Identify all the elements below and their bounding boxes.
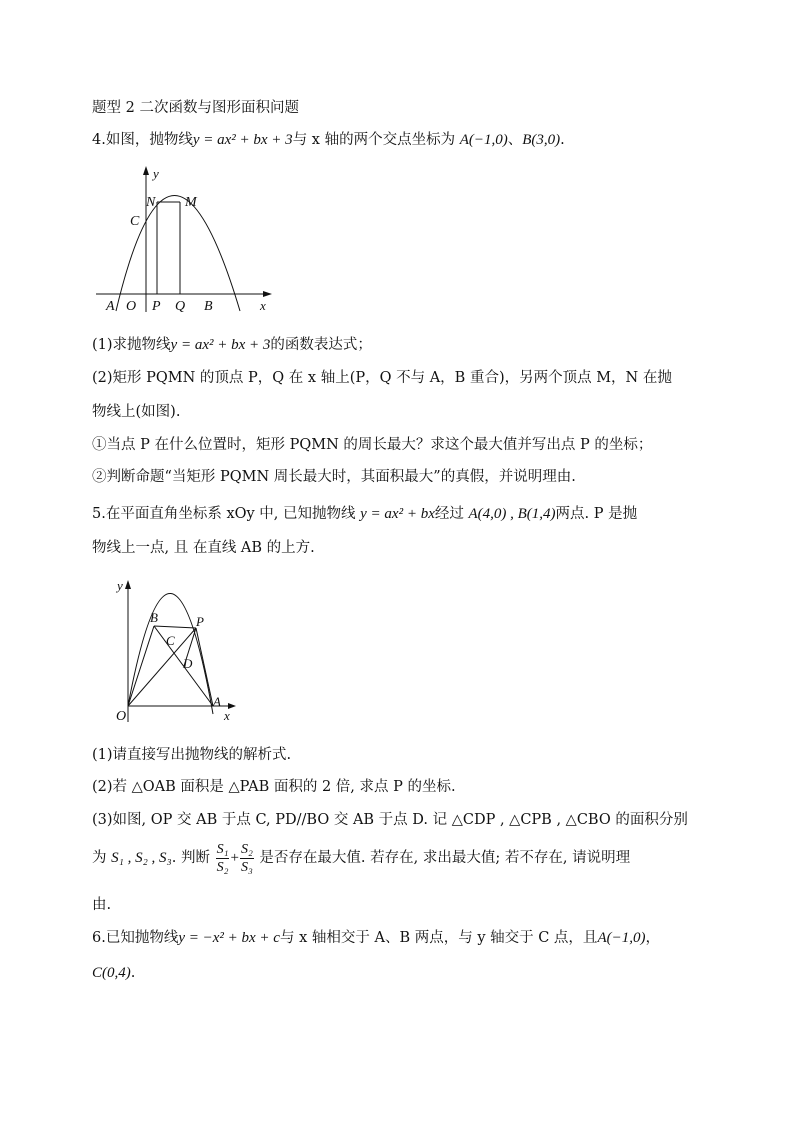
q5-part3-judge: . 判断	[171, 850, 210, 866]
q5-intro-a: 5.在平面直角坐标系 xOy 中, 已知抛物线	[92, 506, 356, 522]
q4-part2-line2: 物线上(如图).	[92, 404, 181, 420]
q4-equation: y = ax² + bx + 3	[192, 132, 293, 148]
q5-frac1-num: S₁	[216, 841, 229, 857]
q6-equation: y = −x² + bx + c	[178, 930, 280, 946]
q4-label-B: B	[204, 299, 213, 314]
q5-intro	[92, 504, 637, 524]
q5-part2: (2)若 △OAB 面积是 △PAB 面积的 2 倍, 求点 P 的坐标.	[92, 779, 456, 795]
q4-label-Q: Q	[175, 299, 186, 314]
q5-part3-rest: 是否存在最大值. 若存在, 求出最大值; 若不存在, 请说明理	[259, 850, 631, 866]
q4-part2-i: ①当点 P 在什么位置时，矩形 PQMN 的周长最大？求这个最大值并写出点 P 的坐标；	[92, 437, 653, 453]
q6-intro-a: 6.已知抛物线	[92, 930, 179, 946]
q5-part3-wei: 为	[92, 850, 107, 866]
q4-part1-b: 的函数表达式；	[270, 337, 372, 353]
q5-label-x: x	[224, 708, 230, 723]
q4-label-A: A	[106, 299, 115, 314]
q5-frac2-den: S₃	[240, 859, 253, 875]
q5-plus: +	[230, 850, 239, 866]
q4-point-a: A(−1,0)	[459, 132, 508, 148]
q5-equation: y = ax² + bx	[360, 506, 435, 522]
q5-label-P: P	[196, 614, 204, 629]
q5-part3-line3: 由.	[92, 897, 112, 913]
q4-label-C: C	[130, 214, 140, 229]
q5-label-D: D	[183, 656, 193, 671]
q5-intro-b: 经过	[434, 506, 464, 522]
q5-label-C: C	[166, 633, 175, 648]
q5-frac2	[240, 841, 254, 876]
q5-part3-s: S₁ , S₂ , S₃	[111, 850, 172, 866]
q6-line2	[92, 963, 135, 983]
q6-comma: ，	[645, 930, 660, 946]
q5-part3-line2	[92, 838, 630, 878]
q5-intro-c: 两点. P 是抛	[555, 506, 638, 522]
q4-part1	[92, 335, 372, 355]
q4-figure	[96, 160, 286, 320]
q5-part1: (1)请直接写出抛物线的解析式.	[92, 747, 292, 763]
q5-label-O: O	[116, 709, 127, 724]
q4-label-N: N	[146, 195, 156, 210]
q4-point-b: B(3,0)	[522, 132, 561, 148]
q6-intro-b: 与 x 轴相交于 A、B 两点，与 y 轴交于 C 点，且	[279, 930, 598, 946]
q4-part1-equation: y = ax² + bx + 3	[170, 337, 271, 353]
q4-end: .	[560, 132, 565, 148]
q4-label-P: P	[152, 299, 161, 314]
q4-part2-line1: (2)矩形 PQMN 的顶点 P，Q 在 x 轴上(P，Q 不与 A，B 重合)，另两个顶点 M，N 在抛	[92, 370, 672, 386]
q4-sep: 、	[507, 132, 523, 148]
q6-end: .	[130, 965, 136, 981]
q5-points: A(4,0) , B(1,4)	[468, 506, 556, 522]
q4-intro-a: 4.如图，抛物线	[92, 132, 193, 148]
q5-label-A: A	[213, 694, 221, 709]
q4-intro	[92, 130, 565, 150]
q5-figure	[110, 572, 250, 730]
q4-label-M: M	[185, 195, 197, 210]
q5-part3-line1: (3)如图, OP 交 AB 于点 C, PD//BO 交 AB 于点 D. 记 △CDP , △CPB , △CBO 的面积分别	[92, 812, 688, 828]
q6-point-c: C(0,4)	[92, 965, 131, 981]
q6-intro	[92, 928, 660, 948]
q6-point-a: A(−1,0)	[597, 930, 646, 946]
q4-label-y: y	[153, 166, 159, 181]
q4-part2-ii: ②判断命题“当矩形 PQMN 周长最大时，其面积最大”的真假，并说明理由.	[92, 469, 576, 485]
q5-frac1	[216, 841, 230, 876]
section-title: 题型 2 二次函数与图形面积问题	[92, 100, 299, 116]
q4-label-O: O	[126, 299, 137, 314]
q4-label-x: x	[260, 298, 266, 313]
q5-label-y: y	[117, 578, 123, 593]
q5-label-B: B	[150, 610, 158, 625]
q4-intro-b: 与 x 轴的两个交点坐标为	[292, 132, 456, 148]
q4-part1-a: (1)求抛物线	[92, 337, 171, 353]
q5-line2: 物线上一点, 且 在直线 AB 的上方.	[92, 540, 315, 556]
q5-frac1-den: S₂	[216, 859, 229, 875]
q5-frac2-num: S₂	[240, 841, 253, 857]
